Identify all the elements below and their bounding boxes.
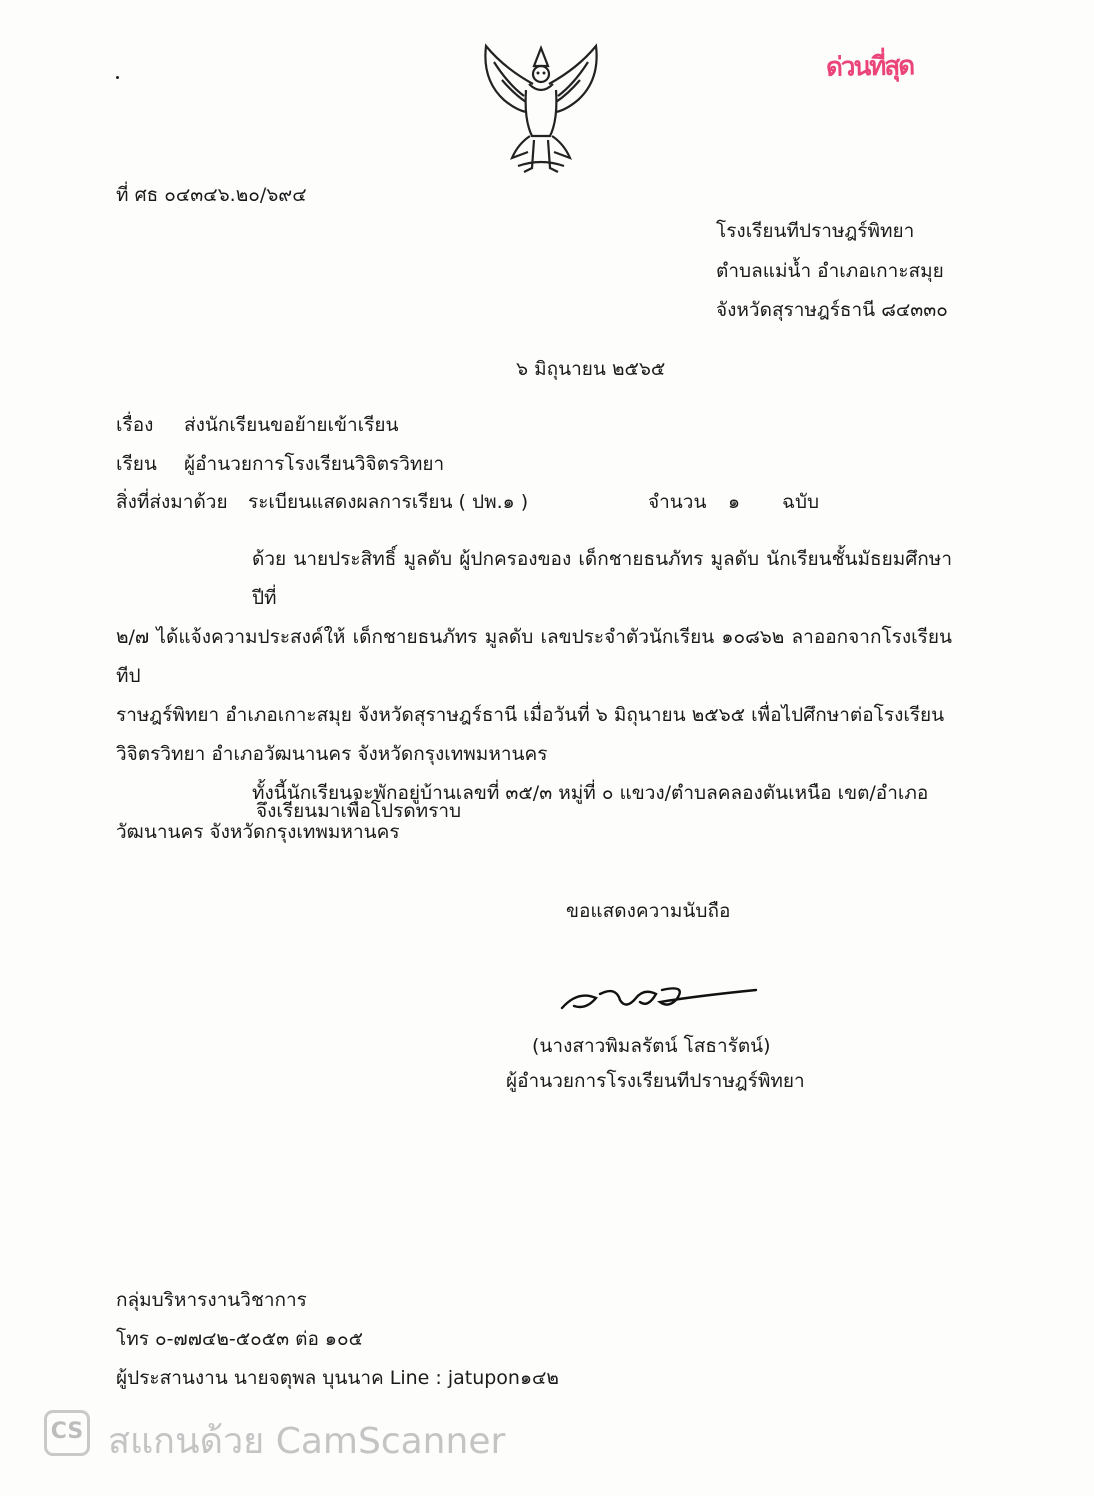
- recipient-label: เรียน: [116, 453, 157, 475]
- school-address-line-2: จังหวัดสุราษฎร์ธานี ๘๔๓๓๐: [716, 299, 948, 321]
- body-line: ราษฎร์พิทยา อำเภอเกาะสมุย จังหวัดสุราษฎร์ธานี เมื่อวันที่ ๖ มิถุนายน ๒๕๖๕ เพื่อไปศึกษาต่อโรงเรียน: [116, 704, 945, 726]
- closing-line: จึงเรียนมาเพื่อโปรดทราบ: [256, 800, 462, 822]
- enclosure-count-label: จำนวน: [648, 491, 707, 513]
- signer-name: (นางสาวพิมลรัตน์ โสธารัตน์): [532, 1035, 771, 1057]
- enclosure-unit: ฉบับ: [782, 491, 820, 513]
- enclosure-label: สิ่งที่ส่งมาด้วย: [116, 491, 228, 513]
- body-line: วัฒนานคร จังหวัดกรุงเทพมหานคร: [116, 821, 400, 843]
- footer-phone: โทร ๐-๗๗๔๒-๕๐๕๓ ต่อ ๑๐๕: [116, 1328, 363, 1350]
- body-line: ด้วย นายประสิทธิ์ มูลดับ ผู้ปกครองของ เด็กชายธนภัทร มูลดับ นักเรียนชั้นมัธยมศึกษาปีที่: [252, 548, 952, 609]
- subject-value: ส่งนักเรียนขอย้ายเข้าเรียน: [184, 414, 399, 436]
- subject-label: เรื่อง: [116, 414, 154, 436]
- garuda-emblem: [474, 40, 608, 178]
- school-name: โรงเรียนทีปราษฎร์พิทยา: [716, 220, 915, 242]
- document-number: ที่ ศธ ๐๔๓๔๖.๒๐/๖๙๔: [116, 184, 307, 206]
- camscanner-logo-icon: CS: [44, 1410, 90, 1456]
- urgent-stamp: ด่วนที่สุด: [825, 51, 914, 83]
- scan-dot: [116, 76, 119, 79]
- recipient-value: ผู้อำนวยการโรงเรียนวิจิตรวิทยา: [184, 453, 445, 475]
- handwritten-signature: [556, 980, 766, 1020]
- footer-department: กลุ่มบริหารงานวิชาการ: [116, 1289, 307, 1311]
- footer-coordinator: ผู้ประสานงาน นายจตุพล บุนนาค Line : jatupon๑๔๒: [116, 1367, 559, 1389]
- body-line: ทั้งนี้นักเรียนจะพักอยู่บ้านเลขที่ ๓๕/๓ หมู่ที่ ๐ แขวง/ตำบลคลองตันเหนือ เขต/อำเภอ: [252, 782, 929, 804]
- salutation: ขอแสดงความนับถือ: [566, 900, 731, 922]
- enclosure-value: ระเบียนแสดงผลการเรียน ( ปพ.๑ ): [248, 491, 529, 513]
- body-line: วิจิตรวิทยา อำเภอวัฒนานคร จังหวัดกรุงเทพมหานคร: [116, 743, 548, 765]
- camscanner-watermark: สแกนด้วย CamScanner: [108, 1421, 506, 1462]
- body-paragraph: [116, 540, 952, 852]
- school-address-line-1: ตำบลแม่น้ำ อำเภอเกาะสมุย: [716, 260, 944, 282]
- enclosure-count: ๑: [728, 491, 741, 513]
- document-date: ๖ มิถุนายน ๒๕๖๕: [516, 358, 666, 380]
- signer-position: ผู้อำนวยการโรงเรียนทีปราษฎร์พิทยา: [506, 1070, 805, 1092]
- body-line: ๒/๗ ได้แจ้งความประสงค์ให้ เด็กชายธนภัทร มูลดับ เลขประจำตัวนักเรียน ๑๐๘๖๒ ลาออกจากโรงเรียนทีป: [116, 626, 952, 687]
